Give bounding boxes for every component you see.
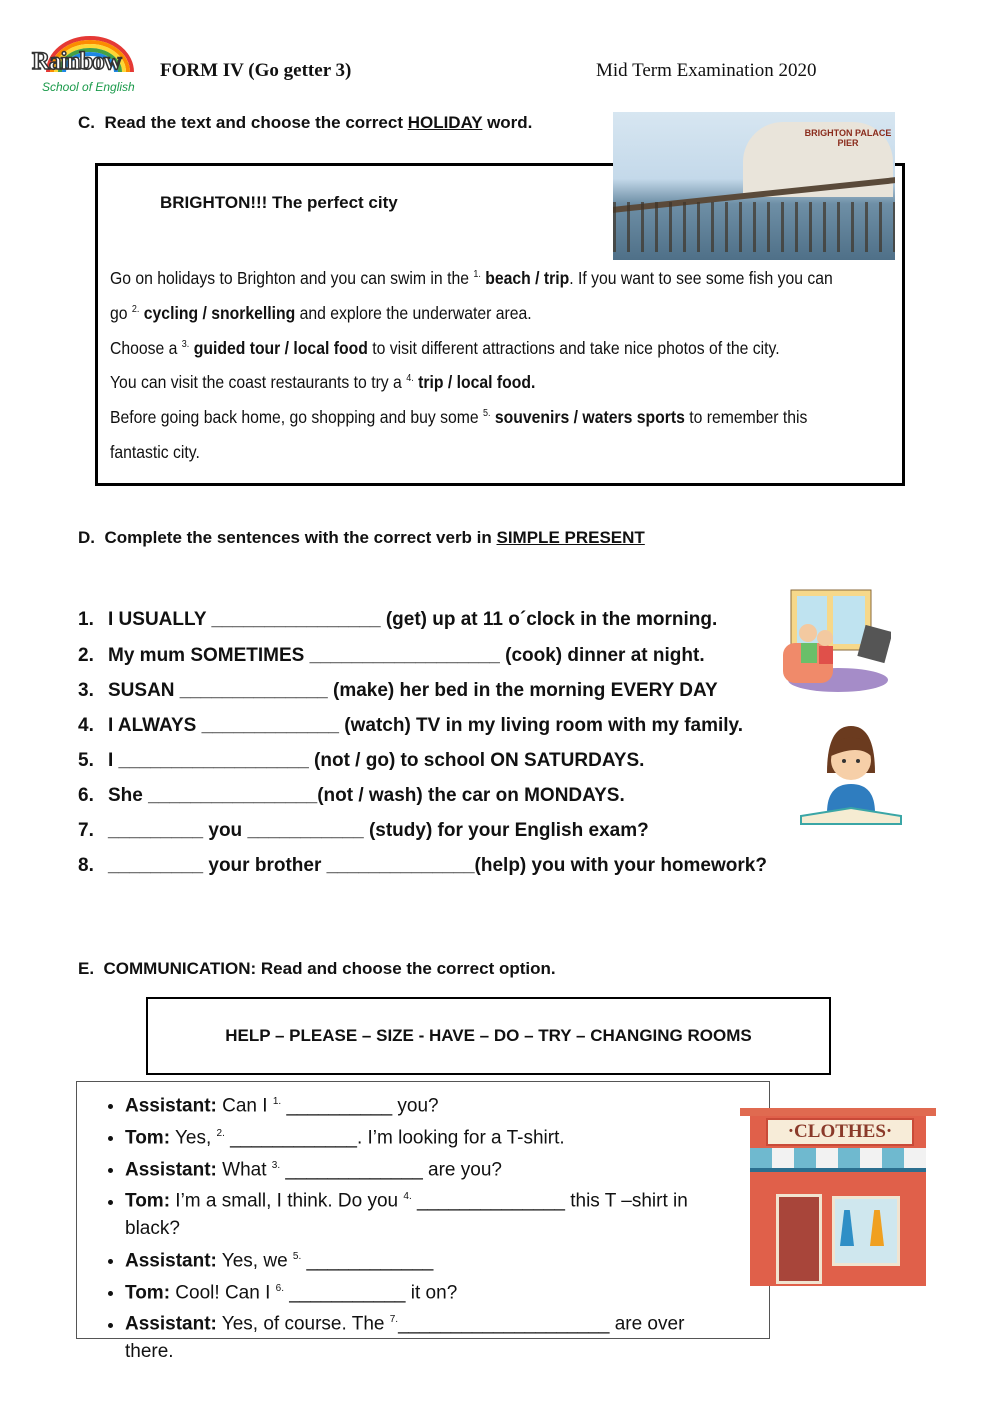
exam-title: Mid Term Examination 2020 — [596, 60, 817, 81]
sentence[interactable]: 4. I ALWAYS _____________ (watch) TV in my living room with my family. — [78, 715, 743, 736]
dialogue-line[interactable]: • Assistant: What $^{3.}$ _____________ are you? — [125, 1152, 725, 1184]
sentence[interactable]: 3. SUSAN ______________ (make) her bed in the morning EVERY DAY — [78, 680, 718, 701]
brighton-pier-photo — [613, 112, 895, 260]
sentence[interactable]: 7. _________ you ___________ (study) for your English exam? — [78, 820, 649, 841]
dialogue-line[interactable]: • Assistant: Yes, of course. The $^{7.}$____________________ are over there. — [125, 1306, 725, 1365]
answer-choice[interactable]: beach / trip — [485, 268, 570, 288]
reading-line: Choose a $^{3.}$ guided tour / local food to visit different attractions and take nice photos of the city. — [110, 338, 780, 358]
instruction-keyword: HOLIDAY — [407, 113, 483, 132]
reading-line: Before going back home, go shopping and buy some $^{5.}$ souvenirs / waters sports to remember this — [110, 407, 808, 427]
reading-line: You can visit the coast restaurants to try a $^{4.}$ trip / local food. — [110, 372, 536, 392]
reading-line: Go on holidays to Brighton and you can swim in the $^{1.}$ beach / trip. If you want to see some fish you can — [110, 268, 833, 288]
reading-line: fantastic city. — [110, 442, 200, 462]
school-logo — [30, 36, 150, 98]
reading-title: BRIGHTON!!! The perfect city — [160, 193, 398, 212]
pier-sign: BRIGHTON PALACE PIER — [804, 128, 892, 148]
dialogue-line[interactable]: • Tom: Cool! Can I $^{6.}$ ___________ it on? — [125, 1275, 725, 1307]
sentence[interactable]: 5. I __________________ (not / go) to school ON SATURDAYS. — [78, 750, 645, 771]
dialogue-line[interactable]: • Tom: Yes, $^{2.}$ ____________. I’m looking for a T-shirt. — [125, 1120, 725, 1152]
word-bank: HELP – PLEASE – SIZE - HAVE – DO – TRY – CHANGING ROOMS — [146, 997, 831, 1075]
section-c-heading — [78, 113, 532, 133]
instruction-text: Complete the sentences with the correct verb in — [104, 528, 497, 547]
family-tv-illustration — [783, 588, 891, 694]
logo-subtitle: School of English — [42, 80, 135, 94]
logo-wordmark: Rainbow — [32, 48, 121, 75]
dialogue-line[interactable]: • Tom: I’m a small, I think. Do you $^{4.}$ ______________ this T –shirt in black? — [125, 1183, 725, 1242]
dialogue-line[interactable]: • Assistant: Yes, we $^{5.}$ ____________ — [125, 1243, 725, 1275]
section-letter: E. — [78, 959, 95, 978]
girl-reading-illustration — [797, 718, 905, 826]
instruction-text: COMMUNICATION: Read and choose the correct option. — [103, 959, 556, 978]
form-title: FORM IV (Go getter 3) — [160, 60, 352, 81]
instruction-text: word. — [482, 113, 533, 132]
section-letter: D. — [78, 528, 95, 547]
instruction-text: Read the text and choose the correct — [104, 113, 408, 132]
answer-choice[interactable]: cycling / snorkelling — [143, 303, 296, 323]
sentence[interactable]: 2. My mum SOMETIMES __________________ (cook) dinner at night. — [78, 645, 705, 666]
dialogue-line[interactable]: • Assistant: Can I $^{1.}$ __________ you? — [125, 1088, 725, 1120]
section-letter: C. — [78, 113, 95, 132]
instruction-keyword: SIMPLE PRESENT — [496, 528, 645, 547]
sentence[interactable]: 8. _________ your brother ______________(help) you with your homework? — [78, 855, 767, 876]
answer-choice[interactable]: trip / local food. — [418, 372, 536, 392]
dialogue-box — [76, 1081, 770, 1363]
shop-sign: ·CLOTHES· — [766, 1118, 914, 1146]
sentence[interactable]: 6. She ________________(not / wash) the car on MONDAYS. — [78, 785, 625, 806]
sentence[interactable]: 1. I USUALLY ________________ (get) up at 11 o´clock in the morning. — [78, 609, 718, 630]
reading-line: go $^{2.}$ cycling / snorkelling and explore the underwater area. — [110, 303, 532, 323]
answer-choice[interactable]: souvenirs / waters sports — [494, 407, 685, 427]
section-d-heading — [78, 528, 645, 548]
clothes-shop-illustration — [740, 1108, 936, 1286]
section-e-heading — [78, 959, 556, 979]
answer-choice[interactable]: guided tour / local food — [193, 338, 368, 358]
